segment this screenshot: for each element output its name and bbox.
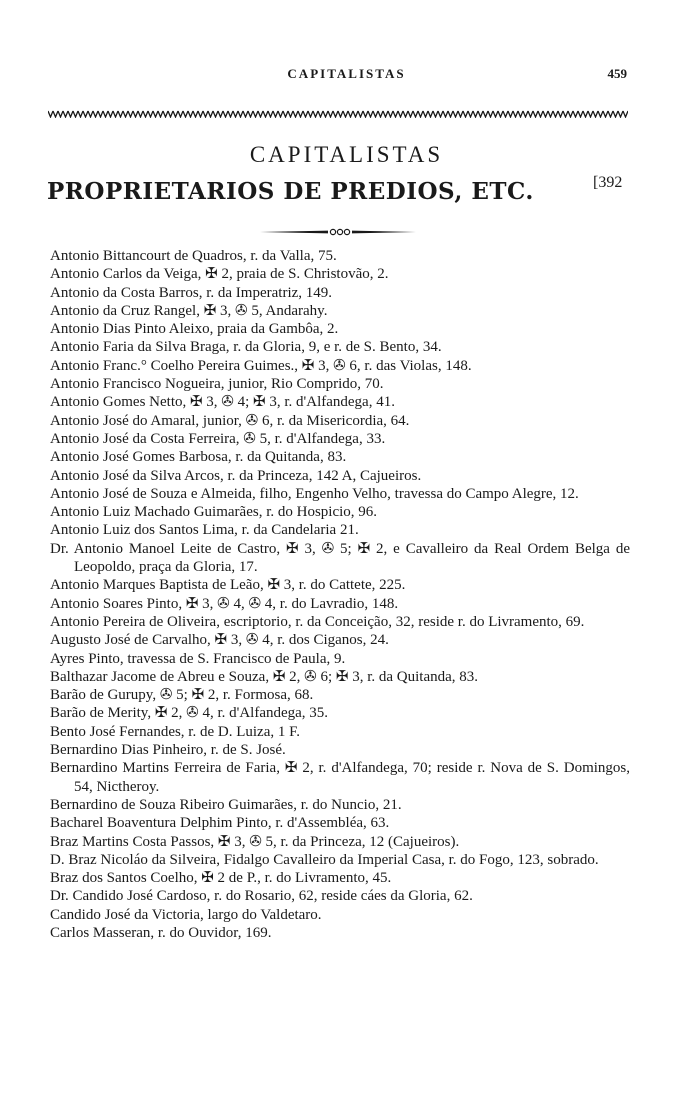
list-item: Antonio José de Souza e Almeida, filho, Engenho Velho, travessa do Campo Alegre, 12. xyxy=(50,485,579,502)
list-item: Braz dos Santos Coelho, ✠ 2 de P., r. do Livramento, 45. xyxy=(50,870,392,887)
section-subtitle: PROPRIETARIOS DE PREDIOS, ETC. xyxy=(47,178,534,205)
list-item: Antonio Luiz Machado Guimarães, r. do Hospicio, 96. xyxy=(50,504,378,521)
list-item: Barão de Merity, ✠ 2, ✇ 4, r. d'Alfandega, 35. xyxy=(50,705,329,722)
list-item: Antonio Francisco Nogueira, junior, Rio Comprido, 70. xyxy=(50,376,384,393)
decorative-divider xyxy=(258,222,418,232)
list-item: Antonio Gomes Netto, ✠ 3, ✇ 4; ✠ 3, r. d'Alfandega, 41. xyxy=(50,394,395,411)
ornamental-rule xyxy=(48,110,628,118)
list-item: Barão de Gurupy, ✇ 5; ✠ 2, r. Formosa, 68. xyxy=(50,687,314,704)
list-item: Balthazar Jacome de Abreu e Souza, ✠ 2, ✇ 6; ✠ 3, r. da Quitanda, 83. xyxy=(50,668,479,685)
list-item: Antonio da Cruz Rangel, ✠ 3, ✇ 5, Andarahy. xyxy=(50,302,328,319)
list-item: Antonio Bittancourt de Quadros, r. da Valla, 75. xyxy=(50,248,337,264)
list-item: Antonio Carlos da Veiga, ✠ 2, praia de S. Christovão, 2. xyxy=(50,266,389,283)
list-item: Antonio José do Amaral, junior, ✇ 6, r. da Misericordia, 64. xyxy=(50,412,410,429)
list-item: Braz Martins Costa Passos, ✠ 3, ✇ 5, r. da Princeza, 12 (Cajueiros). xyxy=(50,833,460,850)
bracket-number: [392 xyxy=(593,174,623,191)
list-item: Antonio Soares Pinto, ✠ 3, ✇ 4, ✇ 4, r. do Lavradio, 148. xyxy=(50,595,399,612)
list-item: Antonio Luiz dos Santos Lima, r. da Candelaria 21. xyxy=(50,522,359,539)
list-item: Bento José Fernandes, r. de D. Luiza, 1 F. xyxy=(50,723,301,740)
list-item: Ayres Pinto, travessa de S. Francisco de Paula, 9. xyxy=(50,650,346,667)
list-item: Antonio Dias Pinto Aleixo, praia da Gambôa, 2. xyxy=(50,321,339,338)
list-item: Antonio José da Costa Ferreira, ✇ 5, r. d'Alfandega, 33. xyxy=(50,430,386,447)
list-item: Bacharel Boaventura Delphim Pinto, r. d'Assembléa, 63. xyxy=(50,815,390,832)
list-item: D. Braz Nicoláo da Silveira, Fidalgo Cavalleiro da Imperial Casa, r. do Fogo, 123, sobrado. xyxy=(50,851,599,868)
section-title: CAPITALISTAS xyxy=(249,142,444,167)
list-item: Antonio Faria da Silva Braga, r. da Gloria, 9, e r. de S. Bento, 34. xyxy=(50,339,442,356)
list-item: Antonio da Costa Barros, r. da Imperatriz, 149. xyxy=(50,284,333,301)
list-item: Dr. Antonio Manoel Leite de Castro, ✠ 3, ✇ 5; ✠ 2, e Cavalleiro da Real Ordem Belga de Leopoldo, praça da Gloria, 17. xyxy=(50,540,630,576)
list-item: Antonio José Gomes Barbosa, r. da Quitanda, 83. xyxy=(50,449,347,466)
list-item: Carlos Masseran, r. do Ouvidor, 169. xyxy=(50,924,272,941)
list-item: Dr. Candido José Cardoso, r. do Rosario, 62, reside cáes da Gloria, 62. xyxy=(50,888,473,905)
running-head xyxy=(0,66,693,86)
list-item: Bernardino Martins Ferreira de Faria, ✠ 2, r. d'Alfandega, 70; reside r. Nova de S. Domingos, 54, Nictheroy. xyxy=(50,760,630,795)
list-item: Augusto José de Carvalho, ✠ 3, ✇ 4, r. dos Ciganos, 24. xyxy=(50,632,389,649)
running-title: CAPITALISTAS xyxy=(287,66,406,81)
list-item: Bernardino de Souza Ribeiro Guimarães, r. do Nuncio, 21. xyxy=(50,796,402,813)
list-item: Antonio Marques Baptista de Leão, ✠ 3, r. do Cattete, 225. xyxy=(50,577,406,594)
list-item: Bernardino Dias Pinheiro, r. de S. José. xyxy=(50,742,286,759)
list-item: Candido José da Victoria, largo do Valdetaro. xyxy=(50,906,322,923)
page-number: 459 xyxy=(607,66,627,81)
list-item: Antonio Franc.° Coelho Pereira Guimes., ✠ 3, ✇ 6, r. das Violas, 148. xyxy=(50,357,472,374)
entry-list xyxy=(50,247,630,942)
list-item: Antonio Pereira de Oliveira, escriptorio, r. da Conceição, 32, reside r. do Livramento, 69. xyxy=(50,613,585,630)
list-item: Antonio José da Silva Arcos, r. da Princeza, 142 A, Cajueiros. xyxy=(50,467,422,484)
